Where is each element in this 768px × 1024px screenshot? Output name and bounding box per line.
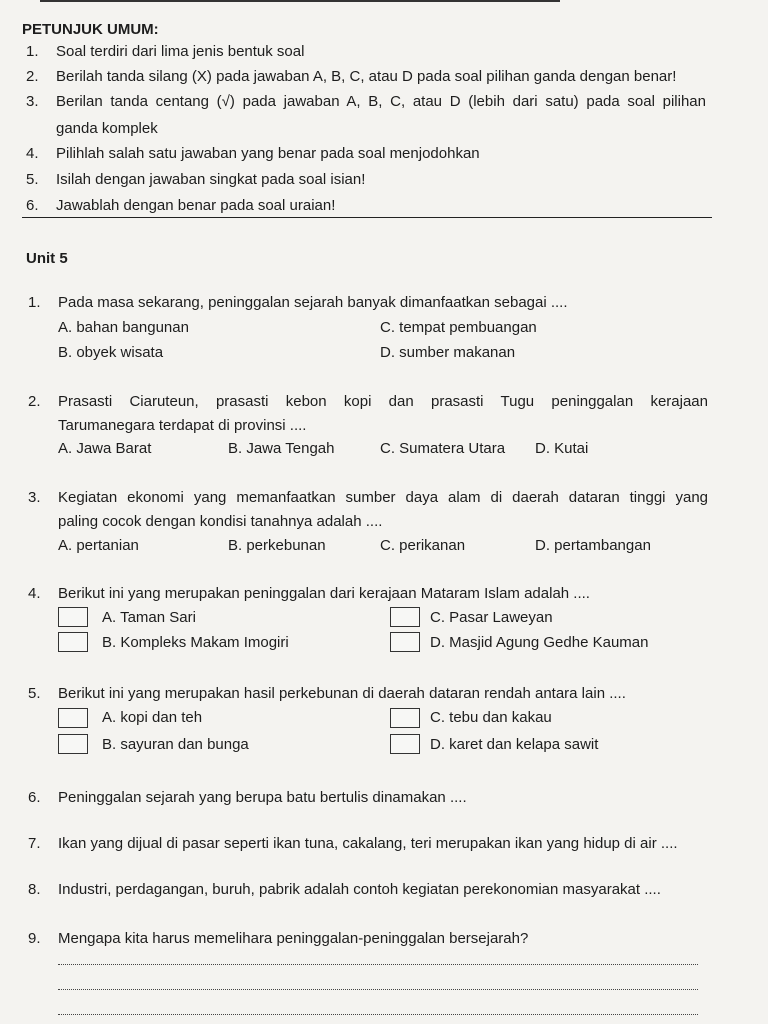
option-d: D. pertambangan xyxy=(535,537,651,554)
question-number: 1. xyxy=(28,294,41,311)
answer-checkbox[interactable] xyxy=(390,708,420,728)
instruction-text: Jawablah dengan benar pada soal uraian! xyxy=(56,197,336,214)
instruction-text: Berilan tanda centang (√) pada jawaban A, B, C, atau D (lebih dari satu) pada soal pilihan xyxy=(56,93,706,110)
unit-heading: Unit 5 xyxy=(26,250,68,267)
section-divider xyxy=(22,217,712,218)
instruction-number: 1. xyxy=(26,43,39,60)
option-c: C. Pasar Laweyan xyxy=(430,609,553,626)
option-a: A. kopi dan teh xyxy=(102,709,203,726)
option-c: C. tempat pembuangan xyxy=(380,319,537,336)
option-b: B. obyek wisata xyxy=(58,344,164,361)
option-c: C. tebu dan kakau xyxy=(430,709,552,726)
instruction-number: 5. xyxy=(26,171,39,188)
option-a: A. pertanian xyxy=(58,537,139,554)
option-b: B. sayuran dan bunga xyxy=(102,736,249,753)
question-text: Berikut ini yang merupakan peninggalan dari kerajaan Mataram Islam adalah .... xyxy=(58,585,590,602)
option-d: D. karet dan kelapa sawit xyxy=(430,736,599,753)
answer-line[interactable] xyxy=(58,1014,698,1015)
instruction-text-continued: ganda komplek xyxy=(56,120,158,137)
question-text: Peninggalan sejarah yang berupa batu bertulis dinamakan .... xyxy=(58,789,467,806)
question-text-continued: Tarumanegara terdapat di provinsi .... xyxy=(58,417,307,434)
option-a: A. Jawa Barat xyxy=(58,440,152,457)
question-number: 5. xyxy=(28,685,41,702)
question-text: Ikan yang dijual di pasar seperti ikan tuna, cakalang, teri merupakan ikan yang hidup di air .... xyxy=(58,835,678,852)
answer-checkbox[interactable] xyxy=(58,607,88,627)
question-number: 3. xyxy=(28,489,41,506)
option-b: B. Jawa Tengah xyxy=(228,440,335,457)
question-number: 4. xyxy=(28,585,41,602)
question-text: Mengapa kita harus memelihara peninggalan-peninggalan bersejarah? xyxy=(58,930,529,947)
instruction-text: Isilah dengan jawaban singkat pada soal isian! xyxy=(56,171,366,188)
option-d: D. sumber makanan xyxy=(380,344,516,361)
question-text-continued: paling cocok dengan kondisi tanahnya adalah .... xyxy=(58,513,383,530)
instructions-title: PETUNJUK UMUM: xyxy=(22,21,159,38)
question-text: Kegiatan ekonomi yang memanfaatkan sumber daya alam di daerah dataran tinggi yang xyxy=(58,489,708,506)
instruction-text: Soal terdiri dari lima jenis bentuk soal xyxy=(56,43,305,60)
instruction-text: Berilah tanda silang (X) pada jawaban A, B, C, atau D pada soal pilihan ganda dengan benar! xyxy=(56,68,677,85)
answer-checkbox[interactable] xyxy=(58,734,88,754)
option-c: C. Sumatera Utara xyxy=(380,440,506,457)
option-b: B. perkebunan xyxy=(228,537,326,554)
question-number: 7. xyxy=(28,835,41,852)
top-border-line xyxy=(40,0,560,2)
question-text: Prasasti Ciaruteun, prasasti kebon kopi dan prasasti Tugu peninggalan kerajaan xyxy=(58,393,708,410)
option-d: D. Masjid Agung Gedhe Kauman xyxy=(430,634,649,651)
answer-checkbox[interactable] xyxy=(390,734,420,754)
answer-checkbox[interactable] xyxy=(390,607,420,627)
option-c: C. perikanan xyxy=(380,537,466,554)
instruction-text: Pilihlah salah satu jawaban yang benar pada soal menjodohkan xyxy=(56,145,480,162)
option-b: B. Kompleks Makam Imogiri xyxy=(102,634,289,651)
option-d: D. Kutai xyxy=(535,440,589,457)
instruction-number: 6. xyxy=(26,197,39,214)
answer-line[interactable] xyxy=(58,989,698,990)
option-a: A. Taman Sari xyxy=(102,609,196,626)
question-number: 8. xyxy=(28,881,41,898)
answer-checkbox[interactable] xyxy=(58,632,88,652)
instruction-number: 2. xyxy=(26,68,39,85)
question-number: 9. xyxy=(28,930,41,947)
question-text: Industri, perdagangan, buruh, pabrik adalah contoh kegiatan perekonomian masyarakat .... xyxy=(58,881,661,898)
instruction-number: 3. xyxy=(26,93,39,110)
question-number: 2. xyxy=(28,393,41,410)
instruction-number: 4. xyxy=(26,145,39,162)
question-text: Berikut ini yang merupakan hasil perkebunan di daerah dataran rendah antara lain .... xyxy=(58,685,626,702)
answer-checkbox[interactable] xyxy=(58,708,88,728)
answer-checkbox[interactable] xyxy=(390,632,420,652)
option-a: A. bahan bangunan xyxy=(58,319,189,336)
answer-line[interactable] xyxy=(58,964,698,965)
question-number: 6. xyxy=(28,789,41,806)
question-text: Pada masa sekarang, peninggalan sejarah banyak dimanfaatkan sebagai .... xyxy=(58,294,568,311)
